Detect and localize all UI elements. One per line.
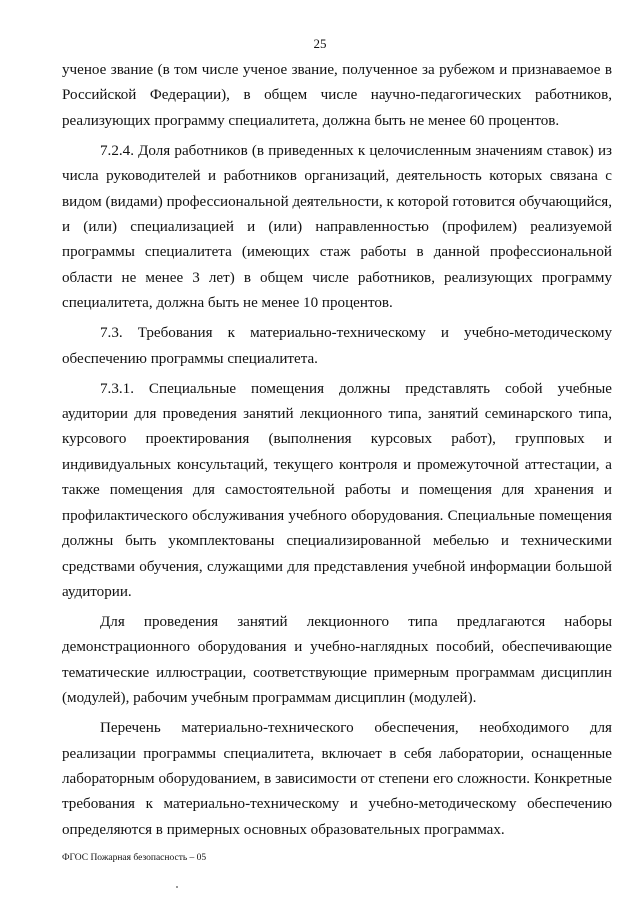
paragraph-continuation: ученое звание (в том числе ученое звание, полученное за рубежом и признаваемое в Российской Федерации), в общем числе научно-педагогических работников, реализующих программу специалитета, должна быть не менее 60 процентов. [62,62,612,129]
paragraph-7-2-4: 7.2.4. Доля работников (в приведенных к целочисленным значениям ставок) из числа руководителей и работников организаций, деятельность которых связана с видом (видами) профессиональной деятельности, к которой готовится обучающийся, и (или) специализацией и (или) направленностью (профилем) реализуемой программы специалитета (имеющих стаж работы в данной профессиональной области не менее 3 лет) в общем числе работников, реализующих программу специалитета, должна быть не менее 10 процентов. [62,142,612,312]
page-number: 25 [313,36,327,51]
footer-label: ФГОС Пожарная безопасность – 05 [62,853,207,863]
paragraph-equipment-list: Перечень материально-технического обеспечения, необходимого для реализации программы специалитета, включает в себя лаборатории, оснащенные лабораторным оборудованием, в зависимости от степени его сложности. Конкретные требования к материально-техническому и учебно-методическому обеспечению определяются в примерных основных образовательных программах. [62,720,612,838]
paragraph-7-3-1: 7.3.1. Специальные помещения должны представлять собой учебные аудитории для проведения занятий лекционного типа, занятий семинарского типа, курсового проектирования (выполнения курсовых работ), групповых и индивидуальных консультаций, текущего контроля и промежуточной аттестации, а также помещения для самостоятельной работы и помещения для хранения и профилактического обслуживания учебного оборудования. Специальные помещения должны быть укомплектованы специализированной мебелью и техническими средствами обучения, служащими для представления учебной информации большой аудитории. [62,380,612,600]
scan-mark [176,886,178,888]
paragraph-lecture-equipment: Для проведения занятий лекционного типа предлагаются наборы демонстрационного оборудования и учебно-наглядных пособий, обеспечивающие тематические иллюстрации, соответствующие примерным программам дисциплин (модулей), рабочим учебным программам дисциплин (модулей). [62,613,612,707]
document-body [62,58,612,848]
paragraph-7-3-heading: 7.3. Требования к материально-техническому и учебно-методическому обеспечению программы специалитета. [62,325,612,367]
